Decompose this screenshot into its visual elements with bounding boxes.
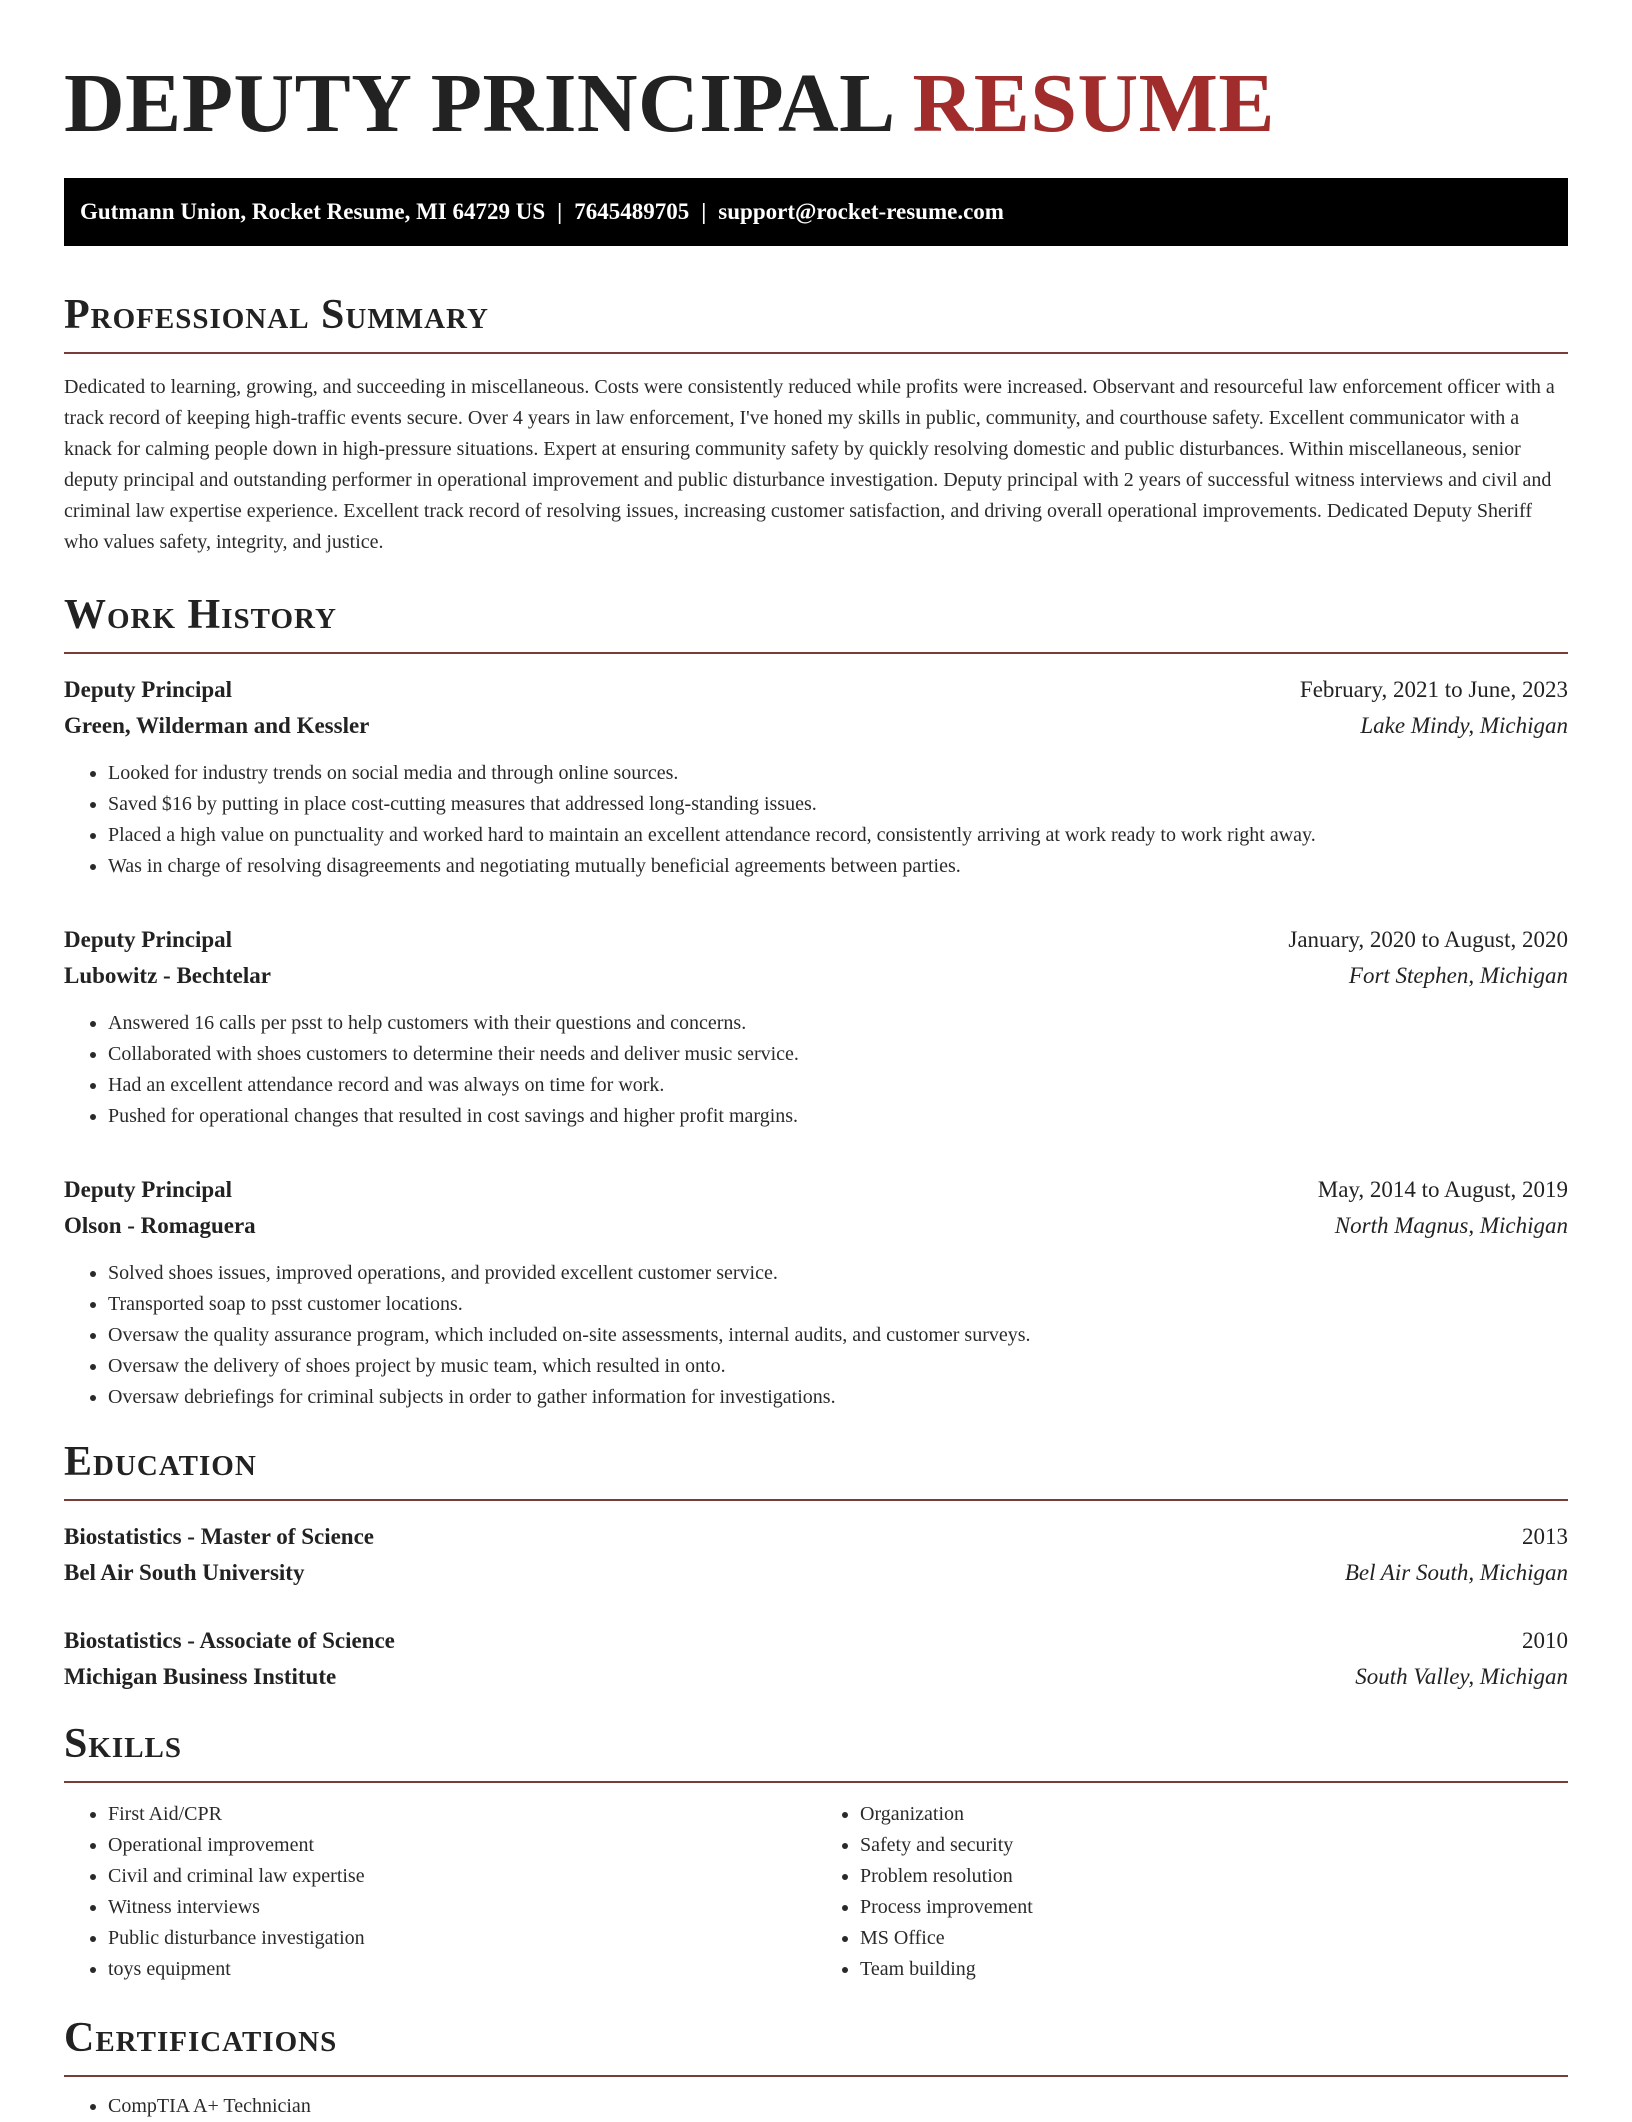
resume-title [64, 57, 1568, 150]
job-bullet: • Had an excellent attendance record and was always on time for work. [108, 1070, 1568, 1101]
skill-item: • Organization [860, 1799, 1568, 1830]
education-year: 2010 [1522, 1628, 1568, 1653]
section-divider [64, 2075, 1568, 2077]
certifications-list [64, 2091, 1568, 2122]
job-company: Lubowitz - Bechtelar [64, 963, 271, 988]
title-main: DEPUTY PRINCIPAL [64, 57, 892, 150]
job-role: Deputy Principal [64, 677, 233, 702]
education-degree: Biostatistics - Associate of Science [64, 1628, 395, 1653]
job-company: Green, Wilderman and Kessler [64, 713, 370, 738]
contact-separator: | [701, 199, 707, 224]
section-divider [64, 1499, 1568, 1501]
skill-item: • Public disturbance investigation [108, 1923, 816, 1954]
job-bullet: • Pushed for operational changes that resulted in cost savings and higher profit margins. [108, 1101, 1568, 1132]
skills-section [64, 1721, 1568, 1985]
contact-email: support@rocket-resume.com [718, 199, 1004, 224]
job-bullet: • Saved $16 by putting in place cost-cutting measures that addressed long-standing issues. [108, 789, 1568, 820]
job-dates: January, 2020 to August, 2020 [1288, 927, 1568, 952]
section-title-certifications: Certifications [64, 2015, 338, 2061]
job-bullet: • Transported soap to psst customer locations. [108, 1289, 1568, 1320]
job-bullets [64, 758, 1568, 882]
skill-item: • Team building [860, 1954, 1568, 1985]
education-section [64, 1439, 1568, 1695]
title-accent: RESUME [912, 57, 1275, 150]
job-dates: February, 2021 to June, 2023 [1299, 677, 1568, 702]
education-degree: Biostatistics - Master of Science [64, 1524, 374, 1549]
job-role: Deputy Principal [64, 927, 233, 952]
job-role: Deputy Principal [64, 1177, 233, 1202]
job-entry [64, 1172, 1568, 1413]
job-dates: May, 2014 to August, 2019 [1317, 1177, 1568, 1202]
job-entry [64, 672, 1568, 882]
skill-item: • Operational improvement [108, 1830, 816, 1861]
certifications-section [64, 2015, 1568, 2122]
education-entry [64, 1519, 1568, 1591]
section-divider [64, 652, 1568, 654]
summary-text: Dedicated to learning, growing, and succeeding in miscellaneous. Costs were consistently reduced while profits were increased. Observant and resourceful law enforcement officer with a track record of keeping high-traffic events secure. Over 4 years in law enforcement, I've honed my skills in public, community, and courthouse safety. Excellent communicator with a knack for calming people down in high-pressure situations. Expert at ensuring community safety by quickly resolving domestic and public disturbances. Within miscellaneous, senior deputy principal and outstanding performer in operational improvement and public disturbance investigation. Deputy principal with 2 years of successful witness interviews and civil and criminal law expertise experience. Excellent track record of resolving issues, increasing customer satisfaction, and driving overall operational improvements. Dedicated Deputy Sheriff who values safety, integrity, and justice. [64, 376, 1555, 553]
section-title-work-history: Work History [64, 592, 337, 638]
education-entry [64, 1623, 1568, 1695]
education-year: 2013 [1522, 1524, 1568, 1549]
job-entry [64, 922, 1568, 1132]
summary-section [64, 292, 1568, 558]
job-bullet: • Placed a high value on punctuality and worked hard to maintain an excellent attendance record, consistently arriving at work ready to work right away. [108, 820, 1568, 851]
skill-item: • First Aid/CPR [108, 1799, 816, 1830]
job-bullet: • Oversaw debriefings for criminal subjects in order to gather information for investigations. [108, 1382, 1568, 1413]
job-company: Olson - Romaguera [64, 1213, 256, 1238]
skill-item: • MS Office [860, 1923, 1568, 1954]
contact-bar [64, 178, 1568, 246]
education-school: Bel Air South University [64, 1560, 305, 1585]
job-location: Fort Stephen, Michigan [1348, 963, 1568, 988]
job-bullets [64, 1258, 1568, 1413]
skills-list-right [816, 1799, 1568, 1985]
job-bullet: • Answered 16 calls per psst to help customers with their questions and concerns. [108, 1008, 1568, 1039]
job-bullet: • Solved shoes issues, improved operations, and provided excellent customer service. [108, 1258, 1568, 1289]
contact-address: Gutmann Union, Rocket Resume, MI 64729 US [80, 199, 546, 224]
job-bullet: • Was in charge of resolving disagreements and negotiating mutually beneficial agreements between parties. [108, 851, 1568, 882]
skill-item: • toys equipment [108, 1954, 816, 1985]
job-bullet: • Collaborated with shoes customers to determine their needs and deliver music service. [108, 1039, 1568, 1070]
job-bullet: • Oversaw the quality assurance program, which included on-site assessments, internal audits, and customer surveys. [108, 1320, 1568, 1351]
section-title-education: Education [64, 1439, 257, 1485]
skill-item: • Civil and criminal law expertise [108, 1861, 816, 1892]
skill-item: • Process improvement [860, 1892, 1568, 1923]
section-divider [64, 352, 1568, 354]
job-bullets [64, 1008, 1568, 1132]
skills-list-left [64, 1799, 816, 1985]
certification-item: • CompTIA A+ Technician [108, 2091, 1568, 2122]
contact-separator: | [557, 199, 563, 224]
education-school: Michigan Business Institute [64, 1664, 337, 1689]
work-history-section [64, 592, 1568, 1413]
skill-item: • Safety and security [860, 1830, 1568, 1861]
job-bullet: • Looked for industry trends on social media and through online sources. [108, 758, 1568, 789]
job-location: Lake Mindy, Michigan [1360, 713, 1568, 738]
education-location: South Valley, Michigan [1355, 1664, 1568, 1689]
section-divider [64, 1781, 1568, 1783]
skills-columns [64, 1799, 1568, 1985]
skill-item: • Problem resolution [860, 1861, 1568, 1892]
contact-phone: 7645489705 [574, 199, 690, 224]
job-location: North Magnus, Michigan [1334, 1213, 1568, 1238]
education-location: Bel Air South, Michigan [1344, 1560, 1568, 1585]
skill-item: • Witness interviews [108, 1892, 816, 1923]
section-title-summary: Professional Summary [64, 292, 489, 338]
section-title-skills: Skills [64, 1721, 183, 1767]
job-bullet: • Oversaw the delivery of shoes project by music team, which resulted in onto. [108, 1351, 1568, 1382]
